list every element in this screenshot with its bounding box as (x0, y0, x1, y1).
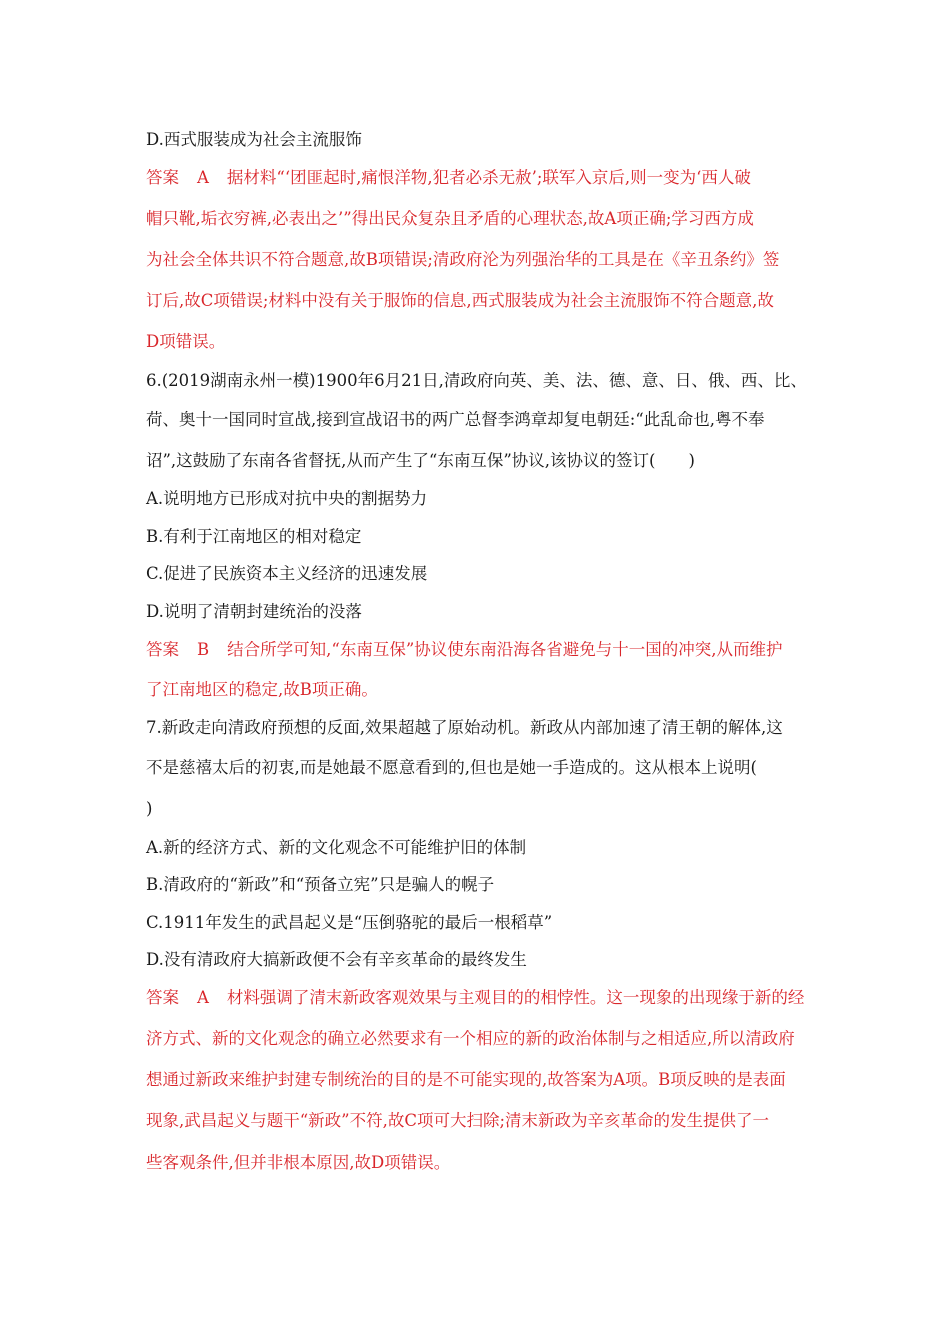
q5-answer-letter: A (197, 168, 209, 187)
q5-answer-line-4: 订后,故C项错误;材料中没有关于服饰的信息,西式服装成为社会主流服饰不符合题意,故 (146, 291, 774, 310)
q6-stem-line-3: 诏”,这鼓励了东南各省督抚,从而产生了“东南互保”协议,该协议的签订( ) (146, 451, 695, 470)
q5-option-d: D.西式服装成为社会主流服饰 (146, 130, 362, 149)
q5-answer-line-2: 帽只靴,垢衣穷裤,必表出之’”得出民众复杂且矛盾的心理状态,故A项正确;学习西方成 (146, 209, 754, 228)
q7-stem-line-2: 不是慈禧太后的初衷,而是她最不愿意看到的,但也是她一手造成的。这从根本上说明( (146, 758, 757, 777)
q7-answer-line-1 (146, 987, 804, 1009)
q7-option-b: B.清政府的“新政”和“预备立宪”只是骗人的幌子 (146, 875, 495, 894)
q7-answer-line-4: 现象,武昌起义与题干“新政”不符,故C项可大扫除;清末新政为辛亥革命的发生提供了一 (146, 1111, 770, 1130)
q6-option-c: C.促进了民族资本主义经济的迅速发展 (146, 564, 428, 583)
q7-answer-line-5: 些客观条件,但并非根本原因,故D项错误。 (146, 1153, 451, 1172)
q6-option-b: B.有利于江南地区的相对稳定 (146, 527, 362, 546)
q5-answer-label: 答案 (146, 168, 179, 187)
q6-answer-text: 结合所学可知,“东南互保”协议使东南沿海各省避免与十一国的冲突,从而维护 (227, 640, 783, 659)
q5-answer-text: 据材料“‘团匪起时,痛恨洋物,犯者必杀无赦’;联军入京后,则一变为‘西人破 (226, 168, 751, 187)
q7-option-a: A.新的经济方式、新的文化观念不可能维护旧的体制 (146, 838, 527, 857)
q7-option-c: C.1911年发生的武昌起义是“压倒骆驼的最后一根稻草” (146, 913, 553, 932)
q7-answer-line-2: 济方式、新的文化观念的确立必然要求有一个相应的新的政治体制与之相适应,所以清政府 (146, 1029, 795, 1048)
q6-answer-line-1 (146, 639, 783, 661)
q7-option-d: D.没有清政府大搞新政便不会有辛亥革命的最终发生 (146, 950, 527, 969)
q6-answer-letter: B (197, 640, 210, 659)
q5-answer-line-5: D项错误。 (146, 332, 226, 351)
q6-stem-line-2: 荷、奥十一国同时宣战,接到宣战诏书的两广总督李鸿章却复电朝廷:“此乱命也,粤不奉 (146, 410, 765, 429)
q6-option-a: A.说明地方已形成对抗中央的割据势力 (146, 489, 428, 508)
q7-answer-text: 材料强调了清末新政客观效果与主观目的的相悖性。这一现象的出现缘于新的经 (226, 988, 805, 1007)
q5-answer-line-1 (146, 167, 751, 189)
q7-stem-line-3: ) (146, 799, 153, 818)
q7-stem-line-1: 7.新政走向清政府预想的反面,效果超越了原始动机。新政从内部加速了清王朝的解体,这 (146, 718, 783, 737)
q7-answer-letter: A (197, 988, 209, 1007)
q6-answer-label: 答案 (146, 640, 179, 659)
q6-answer-line-2: 了江南地区的稳定,故B项正确。 (146, 680, 378, 699)
q6-option-d: D.说明了清朝封建统治的没落 (146, 602, 362, 621)
q7-answer-line-3: 想通过新政来维护封建专制统治的目的是不可能实现的,故答案为A项。B项反映的是表面 (146, 1070, 786, 1089)
q7-answer-label: 答案 (146, 988, 179, 1007)
q6-stem-line-1: 6.(2019湖南永州一模)1900年6月21日,清政府向英、美、法、德、意、日、俄、西、比、 (146, 371, 807, 390)
q5-answer-line-3: 为社会全体共识不符合题意,故B项错误;清政府沦为列强治华的工具是在《辛丑条约》签 (146, 250, 780, 269)
